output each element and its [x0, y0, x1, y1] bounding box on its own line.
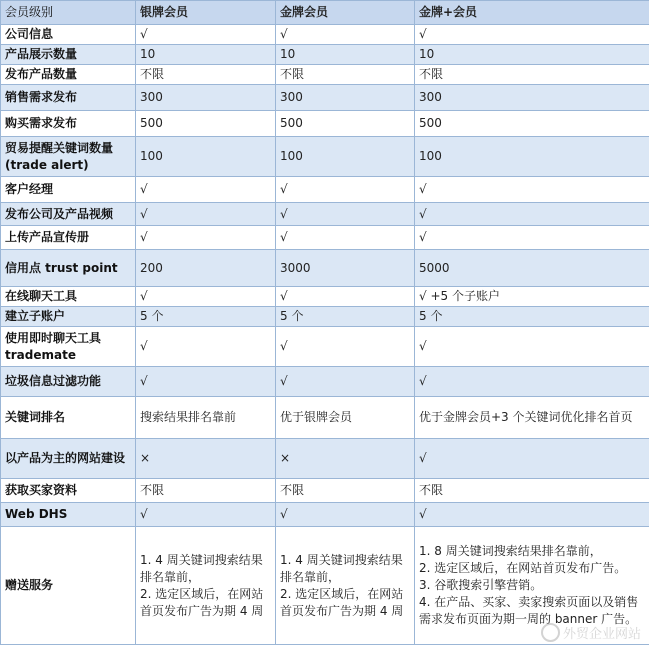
table-row	[1, 397, 649, 439]
row-label: Web DHS	[1, 503, 136, 527]
row-label: 建立子账户	[1, 307, 136, 327]
gold-cell: 5 个	[276, 307, 415, 327]
row-label: 产品展示数量	[1, 45, 136, 65]
row-label: 公司信息	[1, 25, 136, 45]
service-line: 3. 谷歌搜索引擎营销。	[419, 578, 543, 592]
table-row	[1, 439, 649, 479]
goldplus-cell: √	[415, 203, 649, 226]
gold-cell: √	[276, 287, 415, 307]
service-line: 2. 选定区域后，在网站首页发布广告。	[419, 561, 627, 575]
watermark: 外贸企业网站	[541, 623, 641, 642]
gold-cell: 3000	[276, 250, 415, 287]
table-row	[1, 65, 649, 85]
goldplus-cell: 不限	[415, 65, 649, 85]
silver-cell: 200	[136, 250, 276, 287]
silver-cell: 500	[136, 111, 276, 137]
row-label: 在线聊天工具	[1, 287, 136, 307]
row-label: 销售需求发布	[1, 85, 136, 111]
gold-cell: √	[276, 327, 415, 367]
header-goldplus: 金牌+会员	[415, 1, 649, 25]
row-label: 垃圾信息过滤功能	[1, 367, 136, 397]
gold-cell: 100	[276, 137, 415, 177]
table-row	[1, 327, 649, 367]
silver-cell: 300	[136, 85, 276, 111]
service-line: 4. 在产品、买家、卖家搜索页面以及销售需求发布页面为期一周的 banner 广告。	[419, 595, 639, 626]
gold-cell: 优于银牌会员	[276, 397, 415, 439]
service-line: 1. 8 周关键词搜索结果排名靠前，	[419, 544, 602, 558]
silver-cell: √	[136, 287, 276, 307]
goldplus-cell: √	[415, 439, 649, 479]
table-row	[1, 307, 649, 327]
table-row	[1, 226, 649, 250]
goldplus-cell: 300	[415, 85, 649, 111]
goldplus-cell: 100	[415, 137, 649, 177]
goldplus-cell: 500	[415, 111, 649, 137]
service-line: 1. 4 周关键词搜索结果排名靠前，	[140, 552, 263, 584]
row-label: 客户经理	[1, 177, 136, 203]
gold-cell: √	[276, 226, 415, 250]
silver-cell: √	[136, 503, 276, 527]
table-row	[1, 111, 649, 137]
row-label: 赠送服务	[1, 527, 136, 645]
gold-cell: √	[276, 25, 415, 45]
row-label: 以产品为主的网站建设	[1, 439, 136, 479]
row-label: 贸易提醒关键词数量(trade alert)	[1, 137, 136, 177]
gold-cell: 500	[276, 111, 415, 137]
header-silver: 银牌会员	[136, 1, 276, 25]
table-header	[1, 1, 649, 25]
silver-cell: 100	[136, 137, 276, 177]
row-label: 使用即时聊天工具 trademate	[1, 327, 136, 367]
service-line: 2. 选定区域后，在网站首页发布广告为期 4 周	[140, 586, 264, 618]
gold-service-cell	[276, 527, 415, 645]
table-row	[1, 25, 649, 45]
table-row	[1, 177, 649, 203]
table-row	[1, 503, 649, 527]
table-row	[1, 479, 649, 503]
table-row	[1, 85, 649, 111]
goldplus-cell: 5000	[415, 250, 649, 287]
silver-service-cell	[136, 527, 276, 645]
row-label: 发布公司及产品视频	[1, 203, 136, 226]
table-row	[1, 367, 649, 397]
silver-cell: √	[136, 177, 276, 203]
service-line: 1. 4 周关键词搜索结果排名靠前，	[280, 552, 403, 584]
table-row	[1, 287, 649, 307]
header-gold: 金牌会员	[276, 1, 415, 25]
row-label: 获取买家资料	[1, 479, 136, 503]
silver-cell: √	[136, 203, 276, 226]
goldplus-cell: √ +5 个子账户	[415, 287, 649, 307]
gold-cell: √	[276, 503, 415, 527]
silver-cell: 10	[136, 45, 276, 65]
silver-cell: √	[136, 25, 276, 45]
gold-cell: ×	[276, 439, 415, 479]
row-label: 购买需求发布	[1, 111, 136, 137]
silver-cell: ×	[136, 439, 276, 479]
silver-cell: 搜索结果排名靠前	[136, 397, 276, 439]
row-label: 信用点 trust point	[1, 250, 136, 287]
goldplus-cell: √	[415, 327, 649, 367]
silver-cell: √	[136, 226, 276, 250]
table-row	[1, 137, 649, 177]
silver-cell: 不限	[136, 479, 276, 503]
goldplus-cell: √	[415, 226, 649, 250]
goldplus-cell: √	[415, 25, 649, 45]
table-row	[1, 45, 649, 65]
gold-cell: 不限	[276, 65, 415, 85]
goldplus-cell: √	[415, 503, 649, 527]
table-row	[1, 250, 649, 287]
gold-cell: √	[276, 367, 415, 397]
silver-cell: √	[136, 327, 276, 367]
goldplus-cell: 10	[415, 45, 649, 65]
silver-cell: 5 个	[136, 307, 276, 327]
gold-cell: 不限	[276, 479, 415, 503]
row-label: 上传产品宣传册	[1, 226, 136, 250]
header-level: 会员级别	[1, 1, 136, 25]
wechat-logo-icon	[541, 623, 560, 642]
row-label: 发布产品数量	[1, 65, 136, 85]
goldplus-cell: √	[415, 177, 649, 203]
silver-cell: √	[136, 367, 276, 397]
service-line: 2. 选定区域后，在网站首页发布广告为期 4 周	[280, 586, 404, 618]
table-row	[1, 203, 649, 226]
goldplus-cell: 5 个	[415, 307, 649, 327]
goldplus-cell: √	[415, 367, 649, 397]
goldplus-cell: 不限	[415, 479, 649, 503]
silver-cell: 不限	[136, 65, 276, 85]
gold-cell: √	[276, 203, 415, 226]
gold-cell: √	[276, 177, 415, 203]
goldplus-cell: 优于金牌会员+3 个关键词优化排名首页	[415, 397, 649, 439]
gold-cell: 10	[276, 45, 415, 65]
row-label: 关键词排名	[1, 397, 136, 439]
gold-cell: 300	[276, 85, 415, 111]
